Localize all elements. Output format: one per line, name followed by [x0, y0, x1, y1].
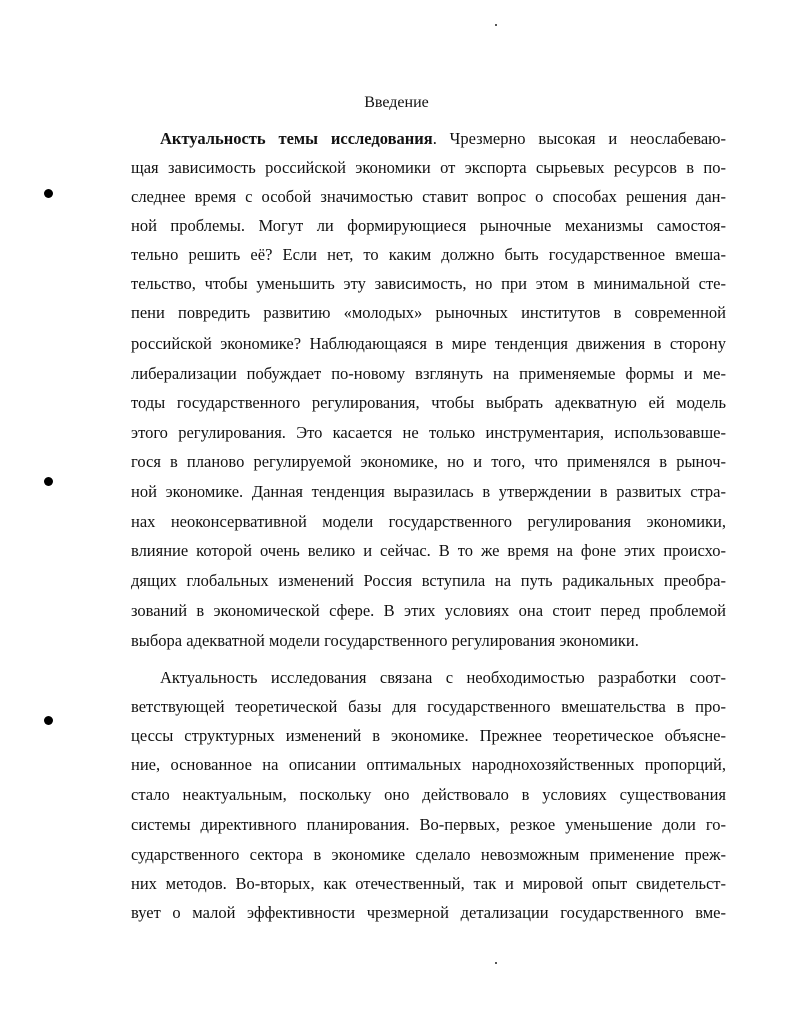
paragraph-line: следнее время с особой значимостью ставит вопрос о способах решения дан-	[131, 187, 726, 206]
page-title: Введение	[364, 94, 429, 111]
paragraph-line: них методов. Во-вторых, как отечественный, так и мировой опыт свидетельст-	[131, 874, 726, 893]
paragraph-line	[160, 129, 726, 149]
paragraph-line: гося в планово регулируемой экономике, но и того, что применялся в рыноч-	[131, 452, 726, 471]
paragraph-line: этого регулирования. Это касается не только инструментария, использовавше-	[131, 423, 726, 442]
paragraph-line: дящих глобальных изменений Россия вступила на путь радикальных преобра-	[131, 571, 726, 590]
paragraph-line: Актуальность исследования связана с необходимостью разработки соот-	[160, 668, 726, 687]
paragraph-line: зований в экономической сфере. В этих условиях она стоит перед проблемой	[131, 601, 726, 620]
paragraph-line: ние, основанное на описании оптимальных народнохозяйственных пропорций,	[131, 755, 726, 774]
paragraph-line: российской экономике? Наблюдающаяся в мире тенденция движения в сторону	[131, 334, 726, 353]
paragraph-line: ной экономике. Данная тенденция выразилась в утверждении в развитых стра-	[131, 482, 726, 501]
paragraph-line: нах неоконсервативной модели государственного регулирования экономики,	[131, 512, 726, 531]
paragraph-line: цессы структурных изменений в экономике. Прежнее теоретическое объясне-	[131, 726, 726, 745]
binding-hole-mark	[44, 189, 53, 198]
paragraph-line: пени повредить развитию «молодых» рыночных институтов в современной	[131, 303, 726, 322]
line-text: . Чрезмерно высокая и неослабеваю-	[432, 129, 726, 148]
paragraph-line: влияние которой очень велико и сейчас. В то же время на фоне этих происхо-	[131, 541, 726, 560]
binding-hole-mark	[44, 716, 53, 725]
scan-speck	[495, 962, 497, 964]
paragraph-line: щая зависимость российской экономики от экспорта сырьевых ресурсов в по-	[131, 158, 726, 177]
binding-hole-mark	[44, 477, 53, 486]
paragraph-line: вует о малой эффективности чрезмерной детализации государственного вме-	[131, 903, 726, 922]
paragraph-line: тельно решить её? Если нет, то каким должно быть государственное вмеша-	[131, 245, 726, 264]
paragraph-line: выбора адекватной модели государственного регулирования экономики.	[131, 631, 639, 650]
scan-speck	[495, 24, 497, 26]
paragraph-line: либерализации побуждает по-новому взглянуть на применяемые формы и ме-	[131, 364, 726, 383]
lead-bold-phrase: Актуальность темы исследования	[160, 129, 433, 148]
paragraph-line: ветствующей теоретической базы для государственного вмешательства в про-	[131, 697, 726, 716]
paragraph-line: стало неактуальным, поскольку оно действовало в условиях существования	[131, 785, 726, 804]
paragraph-line: тоды государственного регулирования, чтобы выбрать адекватную ей модель	[131, 393, 726, 412]
paragraph-line: сударственного сектора в экономике сделало невозможным применение преж-	[131, 845, 726, 864]
paragraph-line: тельство, чтобы уменьшить эту зависимость, но при этом в минимальной сте-	[131, 274, 726, 293]
paragraph-line: ной проблемы. Могут ли формирующиеся рыночные механизмы самостоя-	[131, 216, 726, 235]
paragraph-line: системы директивного планирования. Во-первых, резкое уменьшение доли го-	[131, 815, 726, 834]
